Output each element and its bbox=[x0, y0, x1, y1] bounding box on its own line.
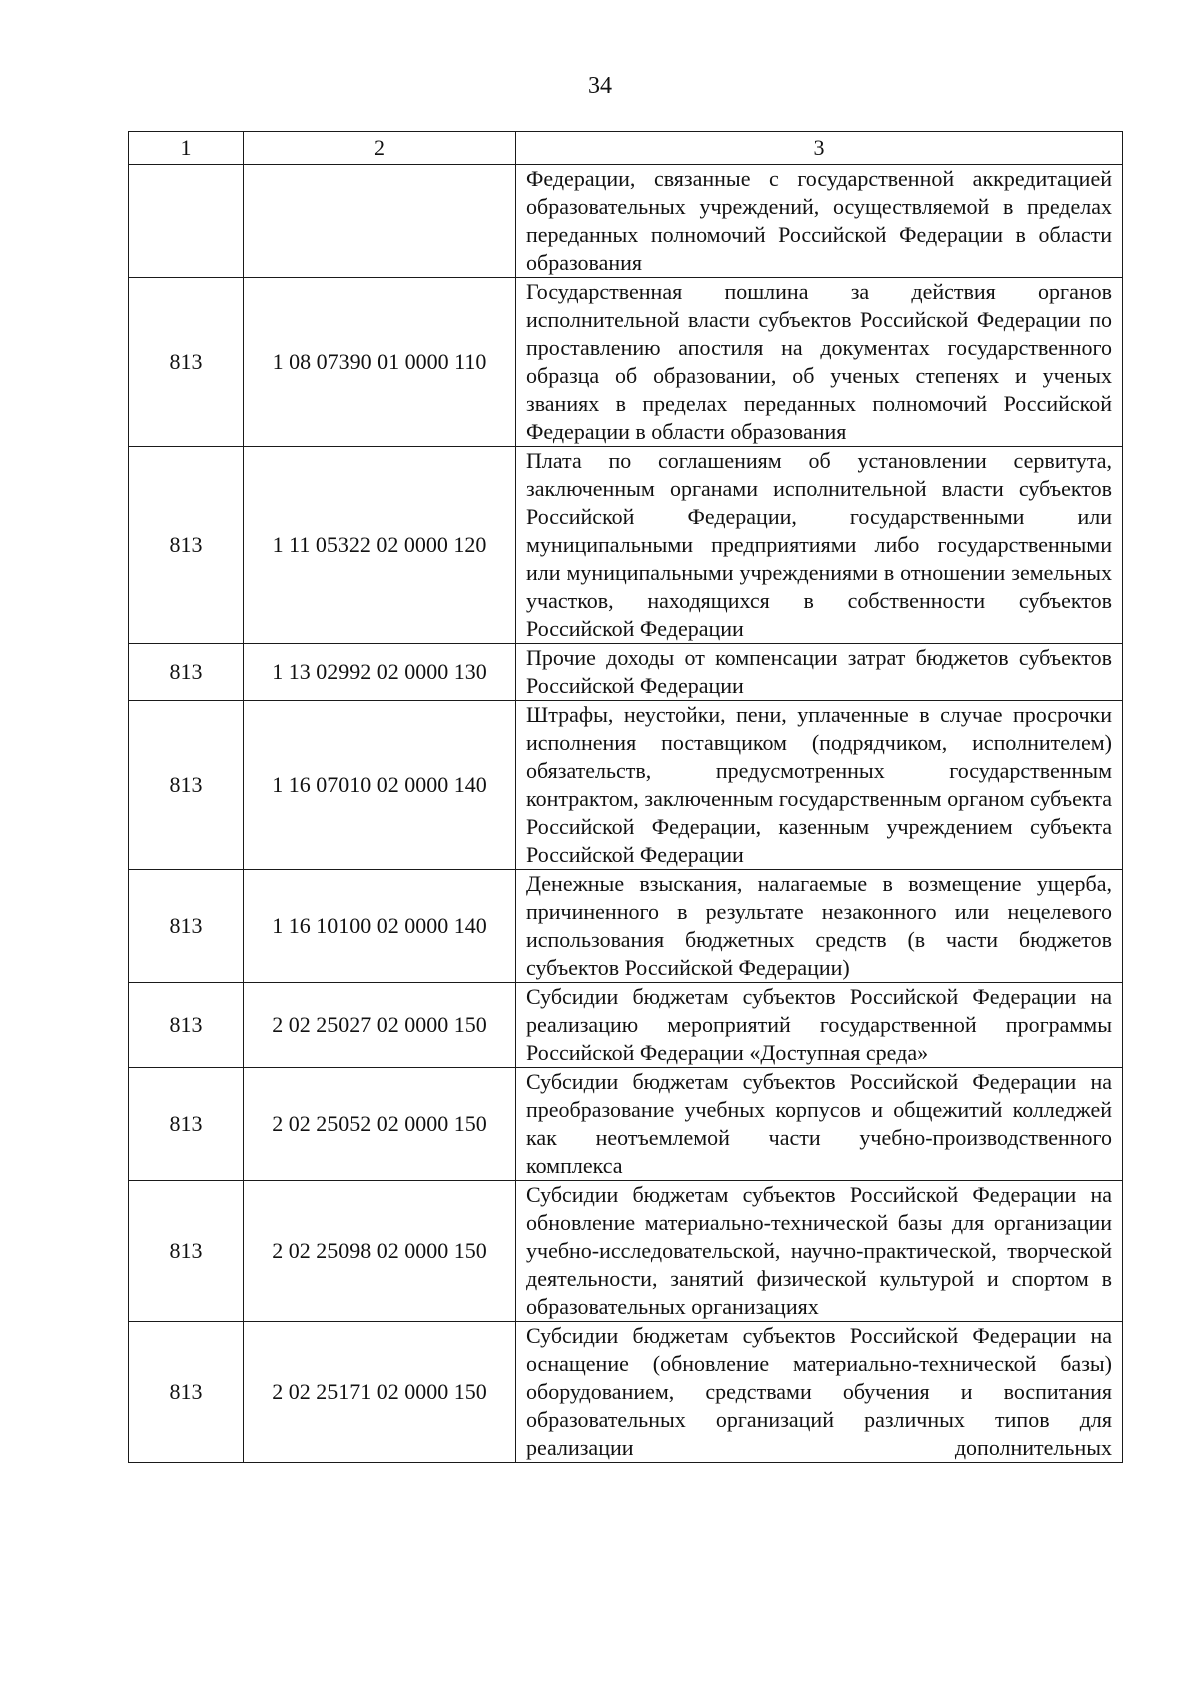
description-cell: Государственная пошлина за действия органов исполнительной власти субъектов Российской Федерации по проставлению апостиля на документах государственного образца об образовании, об ученых степенях и ученых званиях в пределах переданных полномочий Российской Федерации в области образования bbox=[516, 278, 1123, 447]
table-row bbox=[129, 1068, 1123, 1181]
revenue-code-cell: 1 16 07010 02 0000 140 bbox=[244, 701, 516, 870]
revenue-code-cell: 1 16 10100 02 0000 140 bbox=[244, 870, 516, 983]
description-cell: Штрафы, неустойки, пени, уплаченные в случае просрочки исполнения поставщиком (подрядчиком, исполнителем) обязательств, предусмотренных государственным контрактом, заключенным государственным органом субъекта Российской Федерации, казенным учреждением субъекта Российской Федерации bbox=[516, 701, 1123, 870]
description-cell: Федерации, связанные с государственной аккредитацией образовательных учреждений, осуществляемой в пределах переданных полномочий Российской Федерации в области образования bbox=[516, 165, 1123, 278]
admin-code-cell: 813 bbox=[129, 870, 244, 983]
table-row bbox=[129, 870, 1123, 983]
admin-code-cell: 813 bbox=[129, 447, 244, 644]
description-cell: Субсидии бюджетам субъектов Российской Федерации на обновление материально-технической базы для организации учебно-исследовательской, научно-практической, творческой деятельности, занятий физической культурой и спортом в образовательных организациях bbox=[516, 1181, 1123, 1322]
description-cell: Плата по соглашениям об установлении сервитута, заключенным органами исполнительной власти субъектов Российской Федерации, государственными или муниципальными предприятиями либо государственными или муниципальными учреждениями в отношении земельных участков, находящихся в собственности субъектов Российской Федерации bbox=[516, 447, 1123, 644]
revenue-code-cell: 2 02 25052 02 0000 150 bbox=[244, 1068, 516, 1181]
table-row bbox=[129, 983, 1123, 1068]
description-cell: Субсидии бюджетам субъектов Российской Федерации на оснащение (обновление материально-технической базы) оборудованием, средствами обучения и воспитания образовательных организаций различных типов для реализации дополнительных bbox=[516, 1322, 1123, 1463]
revenue-code-cell bbox=[244, 165, 516, 278]
table-row bbox=[129, 701, 1123, 870]
revenue-code-cell: 1 11 05322 02 0000 120 bbox=[244, 447, 516, 644]
table-row bbox=[129, 447, 1123, 644]
table-row bbox=[129, 1181, 1123, 1322]
table-row bbox=[129, 1322, 1123, 1463]
revenue-code-cell: 2 02 25098 02 0000 150 bbox=[244, 1181, 516, 1322]
table-row bbox=[129, 278, 1123, 447]
description-cell: Субсидии бюджетам субъектов Российской Федерации на преобразование учебных корпусов и общежитий колледжей как неотъемлемой части учебно-производственного комплекса bbox=[516, 1068, 1123, 1181]
table-row bbox=[129, 165, 1123, 278]
revenue-code-cell: 1 08 07390 01 0000 110 bbox=[244, 278, 516, 447]
revenue-code-cell: 2 02 25171 02 0000 150 bbox=[244, 1322, 516, 1463]
header-col-3: 3 bbox=[516, 132, 1123, 165]
revenue-codes-table bbox=[128, 131, 1123, 1463]
admin-code-cell: 813 bbox=[129, 278, 244, 447]
description-cell: Денежные взыскания, налагаемые в возмещение ущерба, причиненного в результате незаконного или нецелевого использования бюджетных средств (в части бюджетов субъектов Российской Федерации) bbox=[516, 870, 1123, 983]
header-col-2: 2 bbox=[244, 132, 516, 165]
revenue-code-cell: 1 13 02992 02 0000 130 bbox=[244, 644, 516, 701]
table-row bbox=[129, 644, 1123, 701]
header-col-1: 1 bbox=[129, 132, 244, 165]
admin-code-cell: 813 bbox=[129, 983, 244, 1068]
table-header-row bbox=[129, 132, 1123, 165]
admin-code-cell bbox=[129, 165, 244, 278]
admin-code-cell: 813 bbox=[129, 1181, 244, 1322]
description-cell: Субсидии бюджетам субъектов Российской Федерации на реализацию мероприятий государственной программы Российской Федерации «Доступная среда» bbox=[516, 983, 1123, 1068]
admin-code-cell: 813 bbox=[129, 1322, 244, 1463]
revenue-code-cell: 2 02 25027 02 0000 150 bbox=[244, 983, 516, 1068]
admin-code-cell: 813 bbox=[129, 1068, 244, 1181]
admin-code-cell: 813 bbox=[129, 701, 244, 870]
admin-code-cell: 813 bbox=[129, 644, 244, 701]
description-cell: Прочие доходы от компенсации затрат бюджетов субъектов Российской Федерации bbox=[516, 644, 1123, 701]
page-number: 34 bbox=[588, 73, 612, 99]
